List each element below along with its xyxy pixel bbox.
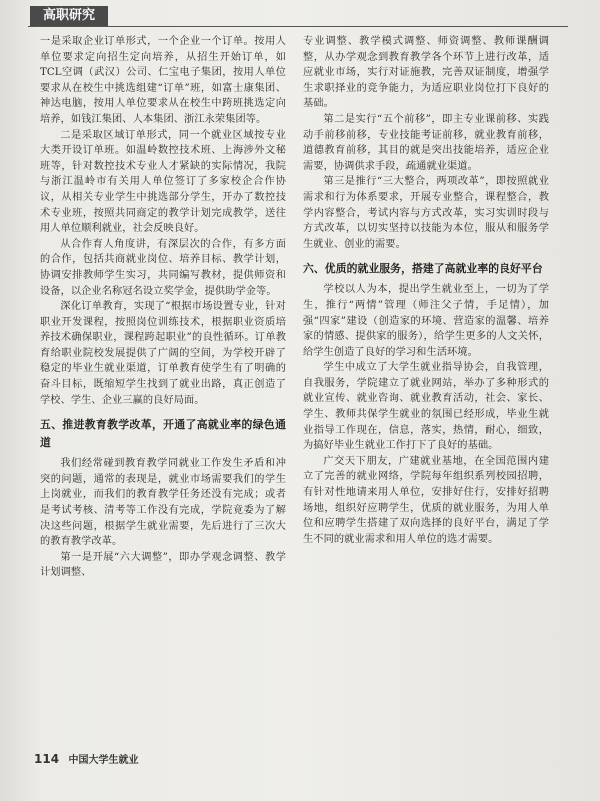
paragraph: 学校以人为本，提出学生就业至上，一切为了学生，推行“两情”管理（师注父子情，手足情），加强“四家”建设（创造家的环境、营造家的温馨、培养家的情感、提供家的服务），给学生更多的人文关怀，给学生创造了良好的学习和生活环境。 (303, 284, 549, 358)
page-footer (34, 751, 139, 767)
section-5-title: 五、推进教育教学改革，开通了高就业率的绿色通道 (40, 418, 286, 450)
paragraph: 专业调整、教学模式调整、师资调整、教师课酬调整，从办学观念到教育教学各个环节上进行改革，适应就业市场，实行对证施教，完善双证制度，增强学生求职择业的竞争能力，为适应职业岗位打下良好的基础。 (303, 36, 549, 110)
paragraph: 学生中成立了大学生就业指导协会，自我管理，自我服务，学院建立了就业网站，举办了多种形式的就业宣传、就业咨询、就业教育活动，社会、家长、学生、教师共保学生就业的氛围已经形成，毕业生就业指导工作现在，信息，落实，热情，耐心，细致，为搞好毕业生就业工作打下了良好的基础。 (303, 362, 549, 452)
paragraph: 从合作育人角度讲，有深层次的合作，有多方面的合作，包括共商就业岗位、培养目标、教学计划，协调安排教师学生实习，共同编写教材，提供师资和设备，以企业名称冠名设立奖学金，提供助学金等。 (40, 238, 286, 297)
paragraph: 一是采取企业订单形式，一个企业一个订单。按用人单位要求定向招生定向培养，从招生开始订单，如TCL空调（武汉）公司、仁宝电子集团，按用人单位要求从在校生中挑选组建“订单”班，如富士康集团、神达电脑，按用人单位要求从在校生中跨班挑选定向培养，如钱江集团、人本集团、浙江永荣集团等。 (40, 36, 286, 125)
paragraph: 我们经常碰到教育教学同就业工作发生矛盾和冲突的问题，通常的表现是，就业市场需要我们的学生上岗就业，而我们的教育教学任务还没有完成；或者是考试考核、清考等工作没有完成，学院竟委为了解决这些问题，根据学生就业需要，先后进行了三次大的教育教学改革。 (40, 458, 286, 548)
section-tag: 高职研究 (30, 6, 108, 26)
journal-name: 中国大学生就业 (68, 755, 139, 766)
paragraph: 第一是开展“六大调整”，即办学观念调整、教学计划调整、 (40, 551, 286, 579)
page-number: 114 (34, 752, 60, 766)
left-column (40, 34, 286, 581)
paragraph: 广交天下朋友，广建就业基地，在全国范围内建立了完善的就业网络，学院每年组织系列校园招聘，有针对性地请来用人单位，安排好住行，安排好招聘场地，组织好应聘学生，优质的就业服务，为用人单位和应聘学生搭建了双向选择的良好平台，满足了学生不同的就业需求和用人单位的选才需要。 (303, 455, 549, 545)
right-column (303, 34, 549, 547)
paragraph: 第二是实行“五个前移”，即主专业课前移、实践动手前移前移，专业技能考证前移，就业教育前移，道德教育前移，其目的就是突出技能培养，适应企业需要，协调供求手段，疏通就业渠道。 (303, 113, 549, 172)
running-header (28, 4, 568, 27)
section-6-title: 六、优质的就业服务，搭建了高就业率的良好平台 (303, 262, 543, 276)
paragraph: 第三是推行“三大整合，两项改革”，即按照就业需求和行为体系要求，开展专业整合，课程整合，教学内容整合，考试内容与方式改革，实习实训时段与方式改革，以切实坚持以技能为本位，服从和服务学生就业、创业的需要。 (303, 176, 549, 250)
paragraph: 二是采取区域订单形式，同一个就业区域按专业大类开设订单班。如温岭数控技术班、上海涉外文秘班等，针对数控技术专业人才紧缺的实际情况，我院与浙江温岭市有关用人单位签订了多家校企合作协议，从相关专业学生中挑选部分学生，开办了数控技术专业班，按照共同商定的教学计划完成教学，送往用人单位顺利就业，社会反映良好。 (40, 129, 286, 235)
paragraph: 深化订单教育，实现了“根据市场设置专业，针对职业开发课程，按照岗位训练技术，根据职业资质培养技术确保职业，课程跨起职业”的良性循环。订单教育给职业院校发展提供了广阔的空间，为学校开辟了稳定的毕业生就业渠道，订单教育使学生有了明确的奋斗目标，既缩短学生找到了就业出路，真正创造了学校、学生、企业三赢的良好局面。 (40, 301, 286, 406)
